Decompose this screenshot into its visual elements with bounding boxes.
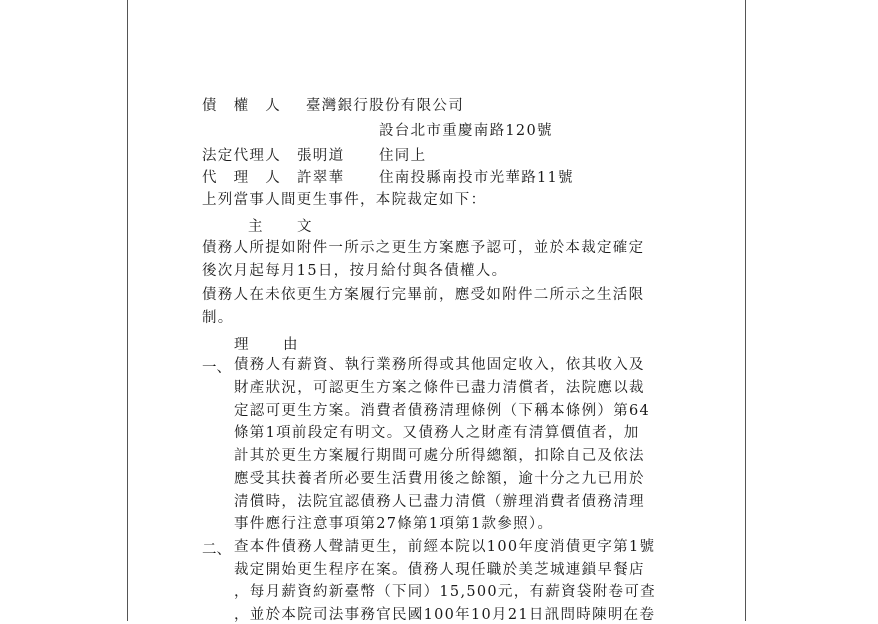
- main-text-line: 制。: [202, 310, 234, 326]
- party-address: 設台北市重慶南路120號: [379, 123, 553, 139]
- reason-line: 應受其扶養者所必要生活費用後之餘額，逾十分之九已用於: [234, 471, 645, 487]
- reason-line: 定認可更生方案。消費者債務清理條例（下稱本條例）第64: [234, 403, 651, 419]
- reason-line: 清償時，法院宜認債務人已盡力清償（辦理消費者債務清理: [234, 494, 645, 510]
- reason-heading: 理 由: [234, 337, 308, 353]
- reason-number: 二、: [202, 542, 231, 558]
- party-label: 債 權 人: [202, 98, 281, 114]
- reason-line: 計其於更生方案履行期間可處分所得總額，扣除自己及依法: [234, 448, 645, 464]
- intro-text: 上列當事人間更生事件，本院裁定如下：: [202, 192, 487, 208]
- reason-line: ，每月薪資約新臺幣（下同）15,500元，有薪資袋附卷可查: [234, 584, 656, 600]
- main-text-line: 後次月起每月15日，按月給付與各債權人。: [202, 263, 508, 279]
- reason-number: 一、: [202, 360, 231, 376]
- party-label: 法定代理人: [202, 148, 281, 164]
- reason-line: 查本件債務人聲請更生，前經本院以100年度消債更字第1號: [234, 539, 656, 555]
- reason-line: 事件應行注意事項第27條第1項第1款參照）。: [234, 516, 554, 532]
- reason-line: 債務人有薪資、執行業務所得或其他固定收入，依其收入及: [234, 357, 645, 373]
- party-name: 許翠華: [297, 170, 345, 186]
- party-address: 住南投縣南投市光華路11號: [379, 170, 574, 186]
- party-name: 張明道: [297, 148, 345, 164]
- reason-line: 財產狀況，可認更生方案之條件已盡力清償者，法院應以裁: [234, 380, 645, 396]
- main-text-line: 債務人在未依更生方案履行完畢前，應受如附件二所示之生活限: [202, 287, 645, 303]
- reason-line: 條第1項前段定有明文。又債務人之財產有清算價值者，加: [234, 425, 640, 441]
- main-heading: 主 文: [248, 219, 322, 235]
- party-address: 住同上: [379, 148, 427, 164]
- party-label: 代 理 人: [202, 170, 281, 186]
- party-name: 臺灣銀行股份有限公司: [306, 98, 464, 114]
- main-text-line: 債務人所提如附件一所示之更生方案應予認可，並於本裁定確定: [202, 240, 645, 256]
- reason-line: ，並於本院司法事務官民國100年10月21日訊問時陳明在卷: [234, 607, 656, 623]
- reason-line: 裁定開始更生程序在案。債務人現任職於美芝城連鎖早餐店: [234, 562, 645, 578]
